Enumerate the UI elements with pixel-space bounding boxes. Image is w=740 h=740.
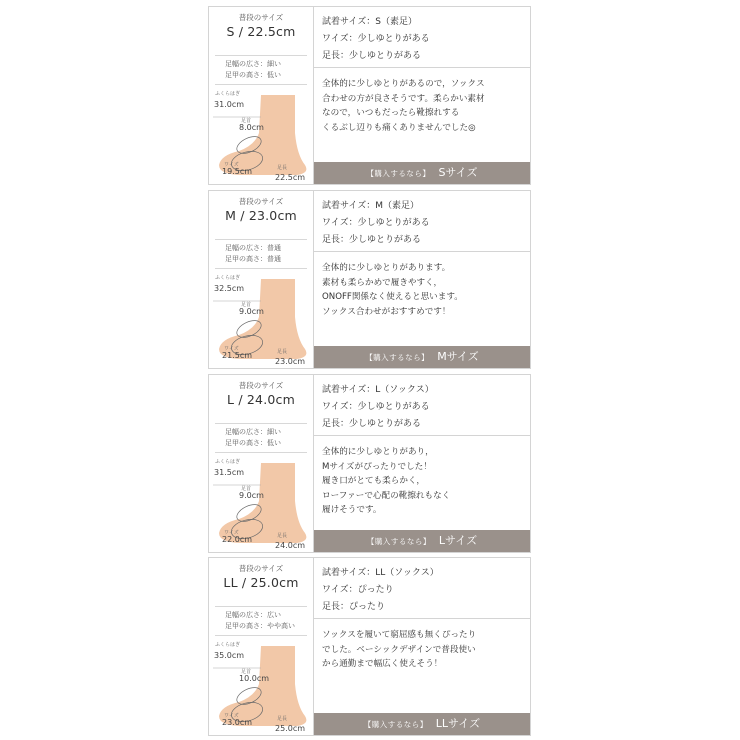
ankle-label: 足首 bbox=[241, 669, 252, 675]
buy-prefix: 【購入するなら】 bbox=[365, 353, 430, 362]
buy-size-button[interactable] bbox=[314, 346, 530, 368]
comment-line: くるぶし辺りも痛くありませんでした◎ bbox=[322, 122, 476, 133]
ankle-value: 9.0cm bbox=[239, 491, 264, 500]
comment-line: ONOFF関係なく使えると思います。 bbox=[322, 292, 463, 302]
divider bbox=[215, 239, 307, 240]
foot-measurement-figure bbox=[209, 93, 314, 185]
tried-size-text: 試着サイズ：LL（ソックス） bbox=[322, 568, 439, 578]
comment-line: 全体的に少しゆとりがあるので，ソックス bbox=[322, 79, 485, 89]
calf-label: ふくらはぎ bbox=[215, 91, 241, 97]
buy-size-button[interactable] bbox=[314, 713, 530, 735]
tried-size-text: 試着サイズ：S（素足） bbox=[322, 17, 417, 27]
divider bbox=[215, 84, 307, 85]
comment-line: Mサイズがぴったりでした！ bbox=[322, 461, 432, 472]
divider bbox=[314, 435, 530, 436]
calf-value: 32.5cm bbox=[214, 284, 245, 293]
comment-line: から通勤まで幅広く使えそう！ bbox=[322, 659, 443, 669]
instep-height-text: 足甲の高さ：低い bbox=[225, 439, 281, 447]
foot-measurement-figure bbox=[209, 644, 314, 736]
customer-profile bbox=[209, 7, 314, 184]
review-comment bbox=[322, 261, 527, 319]
buy-size-label: Mサイズ bbox=[437, 350, 479, 363]
calf-value: 31.5cm bbox=[214, 468, 245, 477]
ankle-value: 9.0cm bbox=[239, 307, 264, 316]
wise-label: ワイズ bbox=[224, 530, 239, 536]
foot-width-text: 足幅の広さ：普通 bbox=[225, 244, 281, 252]
ankle-label: 足首 bbox=[241, 302, 252, 308]
buy-prefix: 【購入するなら】 bbox=[366, 169, 431, 178]
customer-profile bbox=[209, 191, 314, 368]
wise-label: ワイズ bbox=[224, 346, 239, 352]
length-fit-text: 足長：ぴったり bbox=[322, 602, 386, 612]
customer-profile bbox=[209, 558, 314, 735]
ankle-value: 8.0cm bbox=[239, 123, 264, 132]
instep-height-text: 足甲の高さ：普通 bbox=[225, 255, 281, 263]
review-comment bbox=[322, 445, 527, 518]
review-comment bbox=[322, 77, 527, 135]
ankle-label: 足首 bbox=[241, 118, 252, 124]
size-review-card bbox=[208, 557, 531, 736]
review-panel bbox=[314, 558, 530, 735]
length-label: 足長 bbox=[277, 533, 288, 539]
calf-value: 31.0cm bbox=[214, 100, 245, 109]
divider bbox=[215, 268, 307, 269]
divider bbox=[215, 452, 307, 453]
length-label: 足長 bbox=[277, 165, 288, 171]
instep-height-text: 足甲の高さ：やや高い bbox=[225, 622, 295, 630]
comment-line: 全体的に少しゆとりがあり， bbox=[322, 447, 434, 457]
usual-size-value: LL / 25.0cm bbox=[223, 575, 299, 590]
size-review-card bbox=[208, 6, 531, 185]
usual-size-value: S / 22.5cm bbox=[226, 24, 296, 39]
usual-size-value: L / 24.0cm bbox=[226, 392, 295, 407]
wise-label: ワイズ bbox=[224, 162, 239, 168]
calf-label: ふくらはぎ bbox=[215, 642, 241, 648]
comment-line: ソックス合わせがおすすめです！ bbox=[322, 306, 451, 317]
buy-size-button[interactable] bbox=[314, 530, 530, 552]
wise-fit-text: ワイズ：少しゆとりがある bbox=[322, 402, 430, 412]
length-value: 25.0cm bbox=[275, 724, 306, 733]
customer-profile bbox=[209, 375, 314, 552]
divider bbox=[314, 251, 530, 252]
size-review-card bbox=[208, 374, 531, 553]
review-panel bbox=[314, 7, 530, 184]
wise-value: 21.5cm bbox=[222, 351, 253, 360]
review-panel bbox=[314, 375, 530, 552]
foot-width-text: 足幅の広さ：細い bbox=[225, 60, 281, 68]
usual-size-label: 普段のサイズ bbox=[238, 381, 284, 390]
comment-line: 合わせの方が良さそうです。柔らかい素材 bbox=[322, 93, 485, 104]
comment-line: でした。ベーシックデザインで普段使い bbox=[322, 644, 476, 655]
usual-size-label: 普段のサイズ bbox=[238, 564, 284, 573]
wise-fit-text: ワイズ：少しゆとりがある bbox=[322, 34, 430, 44]
length-fit-text: 足長：少しゆとりがある bbox=[322, 235, 422, 245]
wise-label: ワイズ bbox=[224, 713, 239, 719]
tried-size-text: 試着サイズ：L（ソックス） bbox=[322, 385, 434, 395]
wise-fit-text: ワイズ：少しゆとりがある bbox=[322, 218, 430, 228]
divider bbox=[215, 55, 307, 56]
length-label: 足長 bbox=[277, 716, 288, 722]
comment-line: なので，いつもだったら靴擦れする bbox=[322, 108, 460, 118]
wise-fit-text: ワイズ：ぴったり bbox=[322, 585, 394, 595]
buy-size-label: Lサイズ bbox=[438, 534, 478, 547]
buy-prefix: 【購入するなら】 bbox=[363, 720, 428, 729]
comment-line: 全体的に少しゆとりがあります。 bbox=[322, 263, 451, 273]
comment-line: 素材も柔らかめで履きやすく， bbox=[322, 277, 443, 288]
length-value: 23.0cm bbox=[275, 357, 306, 366]
divider bbox=[215, 606, 307, 607]
length-label: 足長 bbox=[277, 349, 288, 355]
review-panel bbox=[314, 191, 530, 368]
divider bbox=[215, 635, 307, 636]
tried-size-text: 試着サイズ：M（素足） bbox=[322, 201, 420, 211]
comment-line: 履き口がとても柔らかく， bbox=[322, 476, 425, 486]
ankle-label: 足首 bbox=[241, 486, 252, 492]
length-fit-text: 足長：少しゆとりがある bbox=[322, 51, 422, 61]
wise-value: 23.0cm bbox=[222, 718, 253, 727]
ankle-value: 10.0cm bbox=[239, 674, 270, 683]
buy-prefix: 【購入するなら】 bbox=[366, 537, 431, 546]
buy-size-label: Sサイズ bbox=[438, 166, 478, 179]
usual-size-value: M / 23.0cm bbox=[225, 208, 297, 223]
divider bbox=[215, 423, 307, 424]
wise-value: 22.0cm bbox=[222, 535, 253, 544]
calf-label: ふくらはぎ bbox=[215, 459, 241, 465]
review-comment bbox=[322, 628, 527, 672]
divider bbox=[314, 618, 530, 619]
length-fit-text: 足長：少しゆとりがある bbox=[322, 419, 422, 429]
buy-size-label: LLサイズ bbox=[435, 717, 481, 730]
size-review-card bbox=[208, 190, 531, 369]
comment-line: ソックスを履いて窮屈感も無くぴったり bbox=[322, 630, 477, 640]
calf-label: ふくらはぎ bbox=[215, 275, 241, 281]
comment-line: 履けそうです。 bbox=[322, 505, 382, 515]
calf-value: 35.0cm bbox=[214, 651, 245, 660]
instep-height-text: 足甲の高さ：低い bbox=[225, 71, 281, 79]
usual-size-label: 普段のサイズ bbox=[238, 13, 284, 22]
foot-measurement-figure bbox=[209, 461, 314, 553]
foot-width-text: 足幅の広さ：広い bbox=[225, 611, 281, 619]
wise-value: 19.5cm bbox=[222, 167, 253, 176]
length-value: 24.0cm bbox=[275, 541, 306, 550]
divider bbox=[314, 67, 530, 68]
foot-measurement-figure bbox=[209, 277, 314, 369]
foot-width-text: 足幅の広さ：細い bbox=[225, 428, 281, 436]
length-value: 22.5cm bbox=[275, 173, 306, 182]
buy-size-button[interactable] bbox=[314, 162, 530, 184]
usual-size-label: 普段のサイズ bbox=[238, 197, 284, 206]
comment-line: ローファーで心配の靴擦れもなく bbox=[322, 490, 451, 501]
